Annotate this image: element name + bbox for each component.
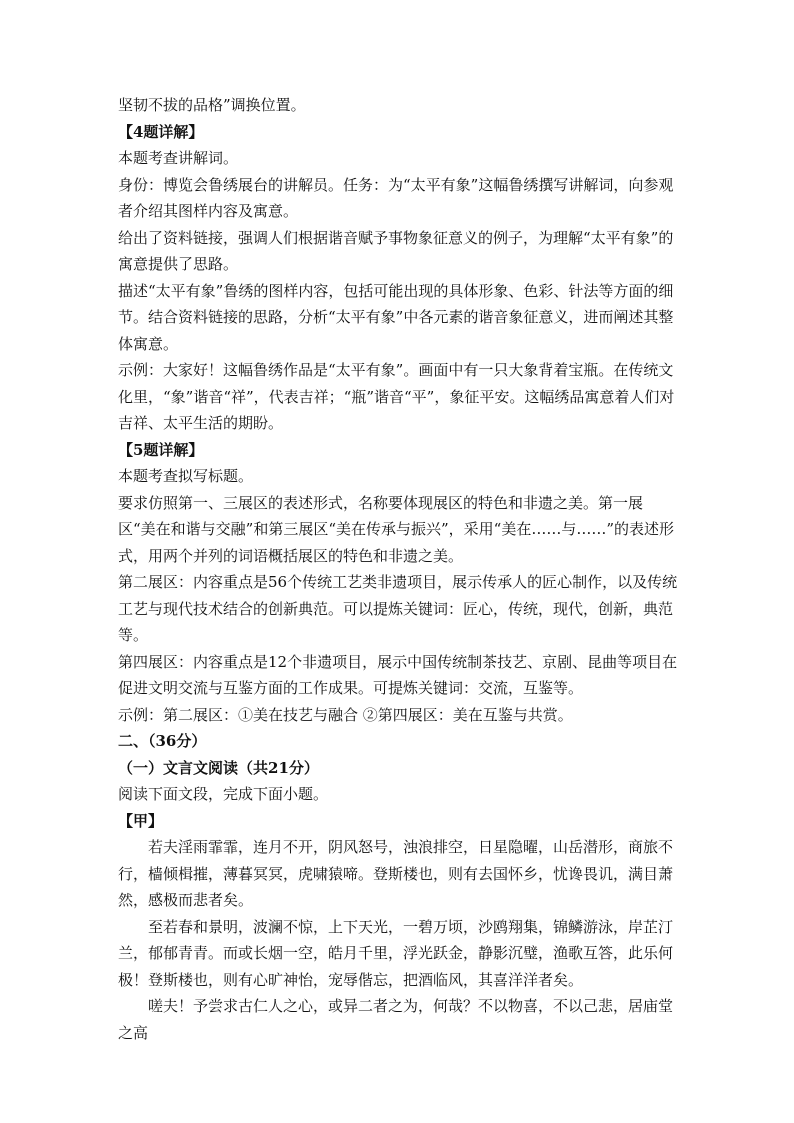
section-heading: （一）文言文阅读（共21分） [118, 758, 319, 777]
paragraph: 示例：第二展区：①美在技艺与融合 ②第四展区：美在互鉴与共赏。 [118, 705, 573, 724]
section-heading: 【5题详解】 [118, 440, 204, 459]
paragraph: 嗟夫！予尝求古仁人之心，或异二者之为，何哉？不以物喜，不以己悲，居庙堂之高 [118, 997, 674, 1042]
paragraph: 本题考查讲解词。 [118, 149, 239, 167]
document-body [118, 92, 678, 1046]
section-heading: 【4题详解】 [118, 122, 204, 141]
paragraph: 坚韧不拔的品格”调换位置。 [118, 96, 306, 114]
paragraph: 给出了资料链接，强调人们根据谐音赋予事物象征意义的例子，为理解“太平有象”的寓意提供了思路。 [118, 228, 674, 273]
paragraph: 若夫淫雨霏霏，连月不开，阴风怒号，浊浪排空，日星隐曜，山岳潜形，商旅不行，樯倾楫摧，薄暮冥冥，虎啸猿啼。登斯楼也，则有去国怀乡，忧谗畏讥，满目萧然，感极而悲者矣。 [118, 838, 674, 909]
paragraph: 阅读下面文段，完成下面小题。 [118, 785, 329, 803]
paragraph: 要求仿照第一、三展区的表述形式，名称要体现展区的特色和非遗之美。第一展区“美在和谐与交融”和第三展区“美在传承与振兴”，采用“美在……与……”的表述形式，用两个并列的词语概括展区的特色和非遗之美。 [118, 493, 675, 565]
paragraph: 本题考查拟写标题。 [118, 467, 254, 485]
section-heading: 【甲】 [118, 811, 164, 830]
paragraph: 描述“太平有象”鲁绣的图样内容，包括可能出现的具体形象、色彩、针法等方面的细节。结合资料链接的思路，分析“太平有象”中各元素的谐音象征意义，进而阐述其整体寓意。 [118, 281, 674, 353]
paragraph: 第二展区：内容重点是56个传统工艺类非遗项目，展示传承人的匠心制作，以及传统工艺与现代技术结合的创新典范。可以提炼关键词：匠心，传统，现代，创新，典范等。 [118, 573, 678, 644]
paragraph: 至若春和景明，波澜不惊，上下天光，一碧万顷，沙鸥翔集，锦鳞游泳，岸芷汀兰，郁郁青青。而或长烟一空，皓月千里，浮光跃金，静影沉璧，渔歌互答，此乐何极！登斯楼也，则有心旷神怡，宠辱偕忘，把酒临风，其喜洋洋者矣。 [118, 917, 674, 989]
paragraph: 第四展区：内容重点是12个非遗项目，展示中国传统制茶技艺、京剧、昆曲等项目在促进文明交流与互鉴方面的工作成果。可提炼关键词：交流，互鉴等。 [118, 652, 678, 697]
paragraph: 身份：博览会鲁绣展台的讲解员。任务：为“太平有象”这幅鲁绣撰写讲解词，向参观者介绍其图样内容及寓意。 [118, 175, 674, 220]
paragraph: 示例：大家好！这幅鲁绣作品是“太平有象”。画面中有一只大象背着宝瓶。在传统文化里，“象”谐音“祥”，代表吉祥；“瓶”谐音“平”，象征平安。这幅绣品寓意着人们对吉祥、太平生活的期盼。 [118, 361, 675, 432]
section-heading: 二、（36分） [118, 732, 207, 750]
